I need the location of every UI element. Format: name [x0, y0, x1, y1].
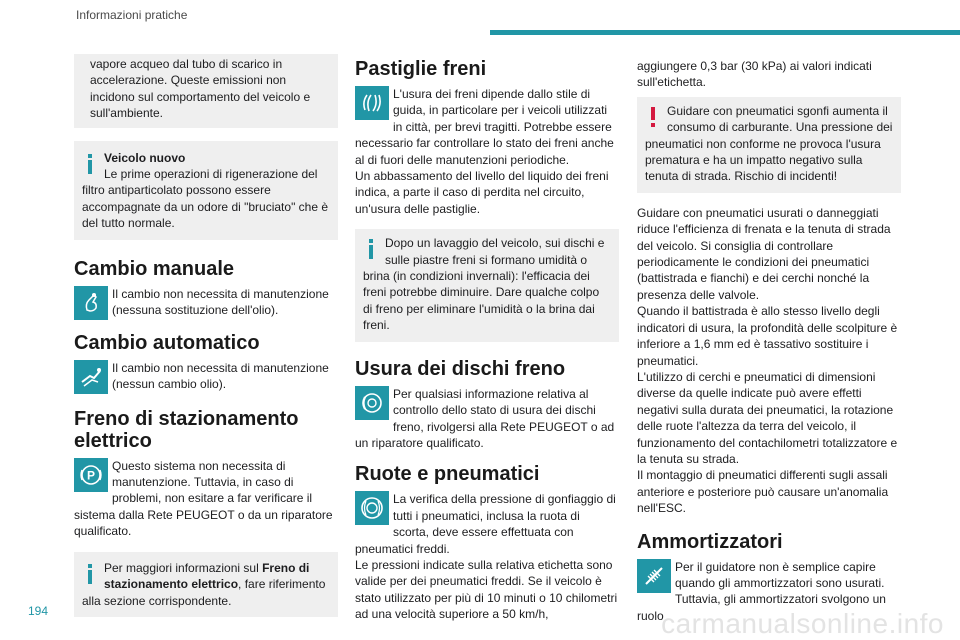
info-wash	[355, 229, 619, 341]
running-head: Informazioni pratiche	[76, 8, 188, 22]
info-more-pre: Per maggiori informazioni sul	[104, 560, 263, 575]
info-icon	[363, 235, 385, 265]
watermark: carmanualsonline.info	[661, 608, 944, 639]
tyres-paragraph-2: Quando il battistrada è allo stesso livello degli indicatori di usura, la profondità delle scolpiture è inferiore a 1,6 mm ed è tassativo sostituire i pneumatici.	[637, 304, 898, 368]
brake-discs-text: Per qualsiasi informazione relativa al controllo dello stato di usura dei dischi freno, rivolgersi alla Rete PEUGEOT o ad un riparatore qualificato.	[355, 386, 615, 450]
brake-pads-text-1: L'usura dei freni dipende dallo stile di guida, in particolare per i veicoli utilizzati in città, per brevi tragitti. Potrebbe essere necessario far controllare lo stato dei freni anche al di fuori delle manutenzioni periodiche.	[355, 87, 614, 167]
shock-absorbers-title: Ammortizzatori	[637, 530, 783, 553]
automatic-gearbox-icon	[74, 360, 108, 394]
svg-text:P: P	[86, 468, 96, 483]
page-number: 194	[28, 604, 49, 618]
parking-brake-icon	[74, 458, 108, 492]
manual-gearbox-title: Cambio manuale	[74, 257, 235, 280]
wheels-tyres-title: Ruote e pneumatici	[355, 463, 540, 486]
tyres-paragraph-1: Guidare con pneumatici usurati o danneggiati riduce l'efficienza di frenata e la tenuta di strada del veicolo. Si consiglia di controllare periodicamente le condizioni dei pneumatici (battistrada e fianchi) e dei cerchi nonché la presenza delle valvole.	[637, 205, 891, 302]
info-new-body: Le prime operazioni di rigenerazione del filtro antiparticolato possono essere accompagnate da un odore di "bruciato" che è del tutto normale.	[82, 167, 329, 231]
info-more-bold: Freno di stazionamento elettrico	[104, 560, 310, 592]
info-new-title: Veicolo nuovo	[104, 150, 186, 165]
warning-icon	[645, 103, 667, 133]
brake-pads-text-2: Un abbassamento del livello del liquido dei freni indica, a parte il caso di perdita nel circuito, un'usura delle pastiglie.	[355, 169, 609, 216]
tyre-icon	[355, 491, 389, 525]
brake-pads-icon	[355, 86, 389, 120]
warning-tyres-text: Guidare con pneumatici sgonfi aumenta il consumo di carburante. Una pressione dei pneumatici non conforme ne provoca l'usura prematura e ha un impatto negativo sulla tenuta di strada. Rischio di incidenti!	[645, 103, 893, 184]
brake-pads-title: Pastiglie freni	[355, 58, 487, 80]
column-2	[355, 54, 619, 623]
tyre-pressure-continuation: aggiungere 0,3 bar (30 kPa) ai valori indicati sull'etichetta.	[637, 59, 872, 90]
info-new-vehicle	[74, 141, 338, 240]
parking-brake-text: Questo sistema non necessita di manutenzione. Tuttavia, in caso di problemi, non esitare a far verificare il sistema dalla Rete PEUGEOT o da un riparatore qualificato.	[74, 458, 333, 539]
shock-absorbers-text: Per il guidatore non è semplice capire quando gli ammortizzatori sono usurati. Tuttavia, gli ammortizzatori svolgono un ruolo	[637, 559, 886, 623]
column-3	[637, 54, 901, 624]
brake-discs-title: Usura dei dischi freno	[355, 357, 566, 380]
info-more-post: , fare riferimento alla sezione corrispondente.	[82, 577, 326, 608]
manual-gearbox-text: Il cambio non necessita di manutenzione (nessuna sostituzione dell'olio).	[112, 286, 329, 318]
emissions-box	[74, 54, 338, 128]
info-parking-brake	[74, 552, 338, 617]
info-wash-text: Dopo un lavaggio del veicolo, sui dischi e sulle piastre freni si formano umidità o brina (in condizioni invernali): l'efficacia dei freni potrebbe diminuire. Dare qualche colpo di freno per eliminare l'umidità o la brina dai freni.	[363, 236, 605, 333]
automatic-gearbox-text: Il cambio non necessita di manutenzione (nessun cambio olio).	[112, 360, 329, 392]
parking-brake-title: Freno di stazionamento elettrico	[74, 407, 299, 452]
emissions-text: vapore acqueo dal tubo di scarico in accelerazione. Queste emissioni non incidono sul comportamento del veicolo e sull'ambiente.	[90, 57, 311, 121]
wheels-tyres-text-2: Le pressioni indicate sulla relativa etichetta sono valide per dei pneumatici freddi. Se il veicolo è stato utilizzato per più di 10 minuti o 10 chilometri ad una velocità superiore a 50 km/h,	[355, 557, 618, 622]
tyres-paragraph-3: L'utilizzo di cerchi e pneumatici di dimensioni diverse da quelle indicate può avere effetti negativi sulla durata dei pneumatici, la rotazione delle ruote l'altezza da terra del veicolo, il funzionamento del contachilometri totalizzatore e la tenuta su strada.	[637, 369, 898, 466]
warning-tyres	[637, 97, 901, 193]
gearbox-icon	[74, 286, 108, 320]
info-icon	[82, 560, 104, 590]
brake-disc-icon	[355, 386, 389, 420]
column-1	[74, 54, 338, 617]
header-accent-bar	[490, 30, 960, 35]
automatic-gearbox-title: Cambio automatico	[74, 331, 260, 354]
shock-absorber-icon	[637, 559, 671, 593]
info-icon	[82, 150, 104, 180]
tyres-paragraph-4: Il montaggio di pneumatici differenti sugli assali anteriore e posteriore può causare un'anomalia nell'ESC.	[637, 468, 889, 516]
wheels-tyres-text-1: La verifica della pressione di gonfiaggio di tutti i pneumatici, inclusa la ruota di scorta, deve essere effettuata con pneumatici freddi.	[355, 492, 616, 556]
